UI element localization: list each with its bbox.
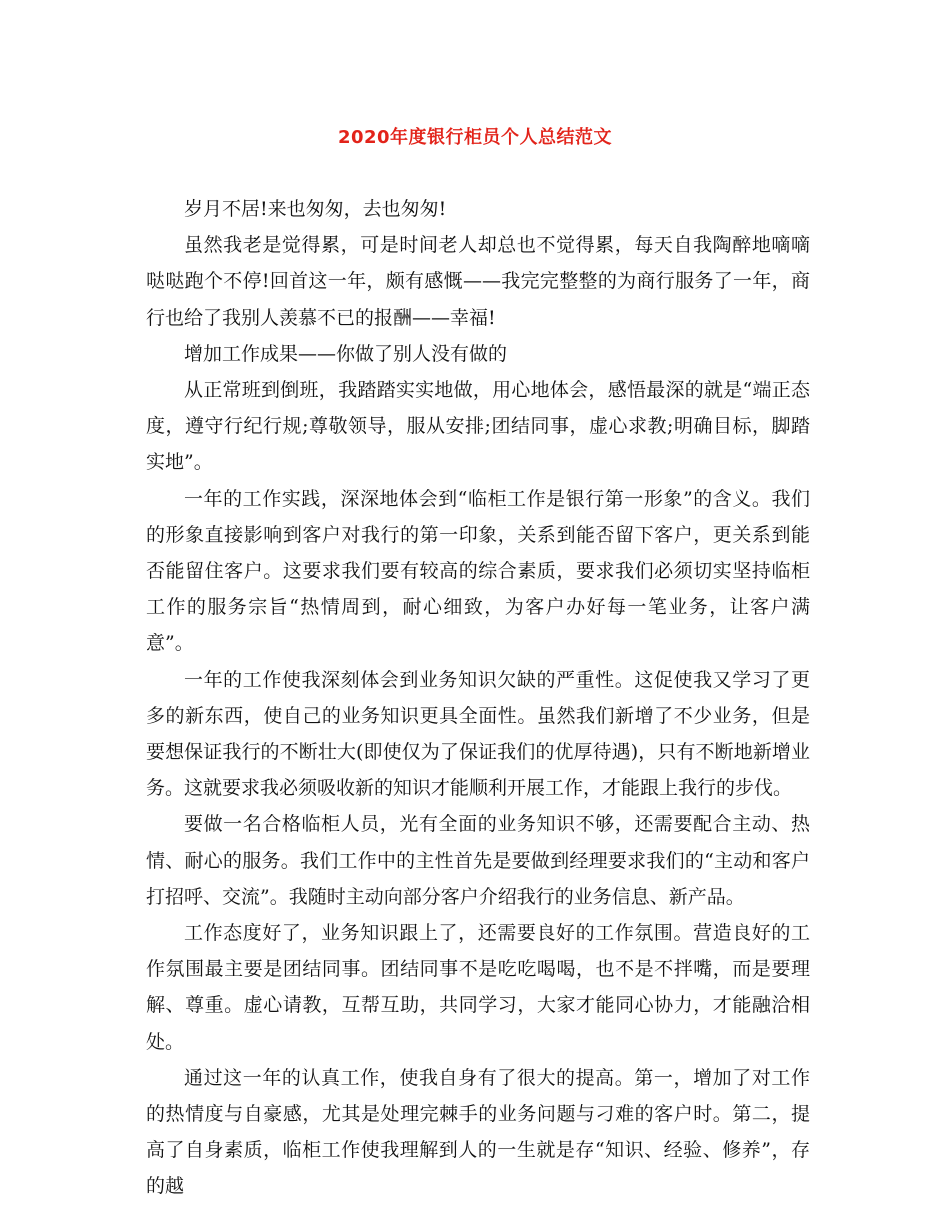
paragraph-8: 工作态度好了，业务知识跟上了，还需要良好的工作氛围。营造良好的工作氛围最主要是团结同事。团结同事不是吃吃喝喝，也不是不拌嘴，而是要理解、尊重。虚心请教，互帮互助，共同学习，大家才能同心协力，才能融洽相处。 <box>146 922 810 1053</box>
paragraph-5: 一年的工作实践，深深地体会到“临柜工作是银行第一形象”的含义。我们的形象直接影响到客户对我行的第一印象，关系到能否留下客户，更关系到能否能留住客户。这要求我们要有较高的综合素质，要求我们必须切实坚持临柜工作的服务宗旨“热情周到，耐心细致，为客户办好每一笔业务，让客户满意”。 <box>146 487 810 655</box>
paragraph-9: 通过这一年的认真工作，使我自身有了很大的提高。第一，增加了对工作的热情度与自豪感，尤其是处理完棘手的业务问题与刁难的客户时。第二，提高了自身素质，临柜工作使我理解到人的一生就是存“知识、经验、修养”，存的越 <box>146 1066 810 1198</box>
paragraph-4: 从正常班到倒班，我踏踏实实地做，用心地体会，感悟最深的就是“端正态度，遵守行纪行规;尊敬领导，服从安排;团结同事，虚心求教;明确目标，脚踏实地”。 <box>146 379 810 474</box>
paragraph-1: 岁月不居!来也匆匆，去也匆匆! <box>184 198 447 220</box>
paragraph-3: 增加工作成果——你做了别人没有做的 <box>184 342 508 365</box>
paragraph-2: 虽然我老是觉得累，可是时间老人却总也不觉得累，每天自我陶醉地嘀嘀哒哒跑个不停!回首这一年，颇有感慨——我完完整整的为商行服务了一年，商行也给了我别人羡慕不已的报酬——幸福! <box>146 234 810 329</box>
paragraph-7: 要做一名合格临柜人员，光有全面的业务知识不够，还需要配合主动、热情、耐心的服务。我们工作中的主性首先是要做到经理要求我们的“主动和客户打招呼、交流”。我随时主动向部分客户介绍我行的业务信息、新产品。 <box>146 813 810 908</box>
document-title: 2020年度银行柜员个人总结范文 <box>337 127 613 148</box>
document-body <box>146 191 810 1205</box>
paragraph-6: 一年的工作使我深刻体会到业务知识欠缺的严重性。这促使我又学习了更多的新东西，使自己的业务知识更具全面性。虽然我们新增了不少业务，但是要想保证我行的不断壮大(即使仅为了保证我们的优厚待遇)，只有不断地新增业务。这就要求我必须吸收新的知识才能顺利开展工作，才能跟上我行的步伐。 <box>146 668 810 800</box>
